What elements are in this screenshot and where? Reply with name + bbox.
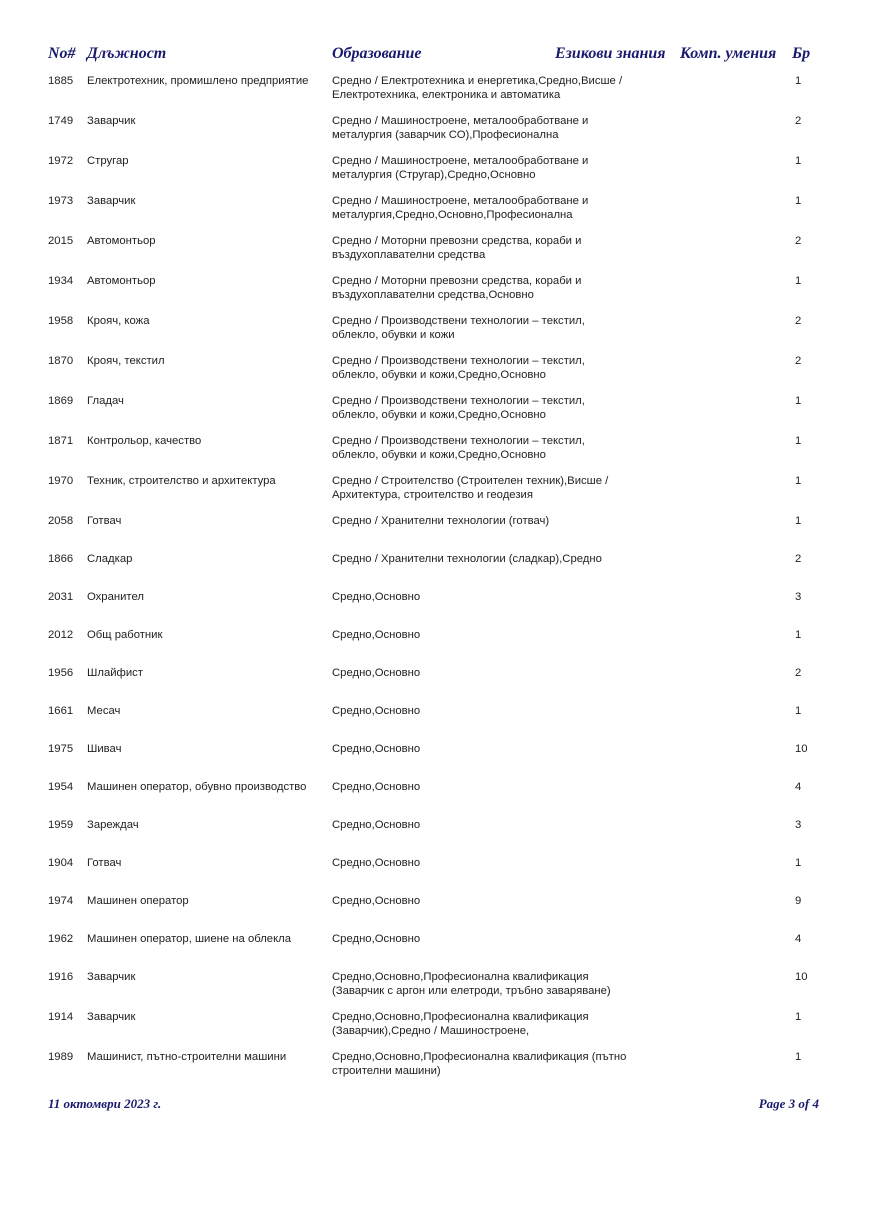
education-cell: Средно,Основно [332, 743, 421, 755]
page-number: Page 3 of 4 [758, 1096, 819, 1111]
count-cell: 1 [795, 1051, 802, 1063]
position-cell: Заварчик [87, 195, 136, 207]
row-number: 1661 [48, 705, 74, 717]
table-row [0, 780, 870, 818]
row-number: 2058 [48, 515, 74, 527]
row-number: 1749 [48, 115, 74, 127]
education-cell: Средно / Производствени технологии – текстил, облекло, обувки и кожи [332, 315, 585, 341]
education-cell: Средно / Електротехника и енергетика,Средно,Висше / Електротехника, електроника и автоматика [332, 75, 623, 101]
education-cell: Средно,Основно [332, 819, 421, 831]
count-cell: 9 [795, 895, 802, 907]
count-cell: 2 [795, 235, 802, 247]
position-cell: Зареждач [87, 819, 139, 831]
education-cell: Средно,Основно [332, 705, 421, 717]
education-cell: Средно,Основно [332, 629, 421, 641]
table-row [0, 818, 870, 856]
row-number: 1962 [48, 933, 74, 945]
count-cell: 10 [795, 743, 808, 755]
row-number: 1970 [48, 475, 74, 487]
count-cell: 1 [795, 75, 802, 87]
row-number: 1866 [48, 553, 74, 565]
row-number: 2031 [48, 591, 74, 603]
count-cell: 1 [795, 1011, 802, 1023]
education-cell: Средно,Основно [332, 933, 421, 945]
row-number: 1975 [48, 743, 74, 755]
jobs-table [0, 74, 870, 1090]
count-cell: 1 [795, 629, 802, 641]
count-cell: 1 [795, 475, 802, 487]
count-cell: 1 [795, 195, 802, 207]
table-row [0, 514, 870, 552]
position-cell: Машинен оператор, шиене на облекла [87, 933, 292, 945]
education-cell: Средно,Основно [332, 591, 421, 603]
table-row [0, 590, 870, 628]
education-cell: Средно / Моторни превозни средства, кораби и въздухоплавателни средства,Основно [332, 275, 582, 301]
position-cell: Готвач [87, 857, 122, 869]
row-number: 1954 [48, 781, 74, 793]
row-number: 1974 [48, 895, 74, 907]
education-cell: Средно / Хранителни технологии (сладкар),Средно [332, 553, 602, 565]
row-number: 1972 [48, 155, 74, 167]
table-row [0, 552, 870, 590]
count-cell: 3 [795, 591, 802, 603]
count-cell: 3 [795, 819, 802, 831]
table-row [0, 74, 870, 114]
position-cell: Стругар [87, 155, 129, 167]
count-cell: 4 [795, 781, 802, 793]
table-row [0, 194, 870, 234]
count-cell: 2 [795, 355, 802, 367]
position-cell: Техник, строителство и архитектура [87, 475, 276, 487]
position-cell: Заварчик [87, 971, 136, 983]
table-row [0, 1010, 870, 1050]
position-cell: Машинен оператор [87, 895, 189, 907]
row-number: 1934 [48, 275, 74, 287]
position-cell: Месач [87, 705, 121, 717]
count-cell: 1 [795, 515, 802, 527]
row-number: 1973 [48, 195, 74, 207]
column-header-education: Образование [332, 45, 422, 62]
row-number: 1885 [48, 75, 74, 87]
position-cell: Крояч, текстил [87, 355, 165, 367]
table-row [0, 154, 870, 194]
row-number: 1914 [48, 1011, 74, 1023]
position-cell: Заварчик [87, 115, 136, 127]
column-header-position: Длъжност [87, 45, 167, 62]
position-cell: Шлайфист [87, 667, 143, 679]
count-cell: 1 [795, 705, 802, 717]
education-cell: Средно / Производствени технологии – текстил, облекло, обувки и кожи,Средно,Основно [332, 395, 585, 421]
row-number: 1956 [48, 667, 74, 679]
position-cell: Охранител [87, 591, 144, 603]
table-row [0, 628, 870, 666]
position-cell: Електротехник, промишлено предприятие [87, 75, 309, 87]
row-number: 2015 [48, 235, 74, 247]
education-cell: Средно / Производствени технологии – текстил, облекло, обувки и кожи,Средно,Основно [332, 435, 585, 461]
education-cell: Средно,Основно,Професионална квалификация (пътно строителни машини) [332, 1051, 627, 1077]
education-cell: Средно,Основно [332, 781, 421, 793]
column-header-no: No# [48, 45, 76, 62]
table-row [0, 856, 870, 894]
position-cell: Машинен оператор, обувно производство [87, 781, 307, 793]
row-number: 1916 [48, 971, 74, 983]
education-cell: Средно,Основно,Професионална квалификация (Заварчик),Средно / Машиностроене, [332, 1011, 589, 1037]
table-row [0, 234, 870, 274]
education-cell: Средно,Основно [332, 895, 421, 907]
education-cell: Средно,Основно [332, 857, 421, 869]
table-row [0, 274, 870, 314]
row-number: 1959 [48, 819, 74, 831]
row-number: 2012 [48, 629, 74, 641]
position-cell: Крояч, кожа [87, 315, 150, 327]
position-cell: Автомонтьор [87, 235, 156, 247]
count-cell: 1 [795, 435, 802, 447]
education-cell: Средно / Моторни превозни средства, кораби и въздухоплавателни средства [332, 235, 582, 261]
position-cell: Готвач [87, 515, 122, 527]
row-number: 1869 [48, 395, 74, 407]
position-cell: Контрольор, качество [87, 435, 202, 447]
row-number: 1958 [48, 315, 74, 327]
table-row [0, 434, 870, 474]
count-cell: 2 [795, 553, 802, 565]
education-cell: Средно / Производствени технологии – текстил, облекло, обувки и кожи,Средно,Основно [332, 355, 585, 381]
table-row [0, 114, 870, 154]
education-cell: Средно / Хранителни технологии (готвач) [332, 515, 550, 527]
column-header-count: Бр [792, 45, 811, 62]
table-row [0, 394, 870, 434]
position-cell: Машинист, пътно-строителни машини [87, 1051, 287, 1063]
count-cell: 2 [795, 315, 802, 327]
row-number: 1989 [48, 1051, 74, 1063]
table-row [0, 742, 870, 780]
position-cell: Гладач [87, 395, 124, 407]
count-cell: 2 [795, 667, 802, 679]
row-number: 1870 [48, 355, 74, 367]
column-header-languages: Езикови знания [555, 45, 666, 62]
table-row [0, 970, 870, 1010]
row-number: 1904 [48, 857, 74, 869]
table-row [0, 666, 870, 704]
table-row [0, 704, 870, 742]
count-cell: 1 [795, 395, 802, 407]
position-cell: Общ работник [87, 629, 163, 641]
position-cell: Автомонтьор [87, 275, 156, 287]
count-cell: 1 [795, 155, 802, 167]
row-number: 1871 [48, 435, 74, 447]
column-header-computer-skills: Комп. умения [680, 45, 777, 62]
table-row [0, 314, 870, 354]
position-cell: Сладкар [87, 553, 133, 565]
footer-date: 11 октомври 2023 г. [48, 1096, 162, 1111]
position-cell: Шивач [87, 743, 122, 755]
position-cell: Заварчик [87, 1011, 136, 1023]
count-cell: 10 [795, 971, 808, 983]
table-row [0, 474, 870, 514]
education-cell: Средно / Машиностроене, металообработване и металургия (Стругар),Средно,Основно [332, 155, 589, 181]
count-cell: 1 [795, 857, 802, 869]
table-row [0, 1050, 870, 1090]
table-row [0, 932, 870, 970]
education-cell: Средно / Строителство (Строителен техник),Висше / Архитектура, строителство и геодезия [332, 475, 609, 501]
count-cell: 1 [795, 275, 802, 287]
education-cell: Средно / Машиностроене, металообработване и металургия (заварчик СО),Професионална [332, 115, 589, 141]
education-cell: Средно / Машиностроене, металообработване и металургия,Средно,Основно,Професионална [332, 195, 589, 221]
count-cell: 2 [795, 115, 802, 127]
table-row [0, 354, 870, 394]
education-cell: Средно,Основно,Професионална квалификация (Заварчик с аргон или елетроди, тръбно заваряване) [332, 971, 611, 997]
education-cell: Средно,Основно [332, 667, 421, 679]
table-row [0, 894, 870, 932]
count-cell: 4 [795, 933, 802, 945]
